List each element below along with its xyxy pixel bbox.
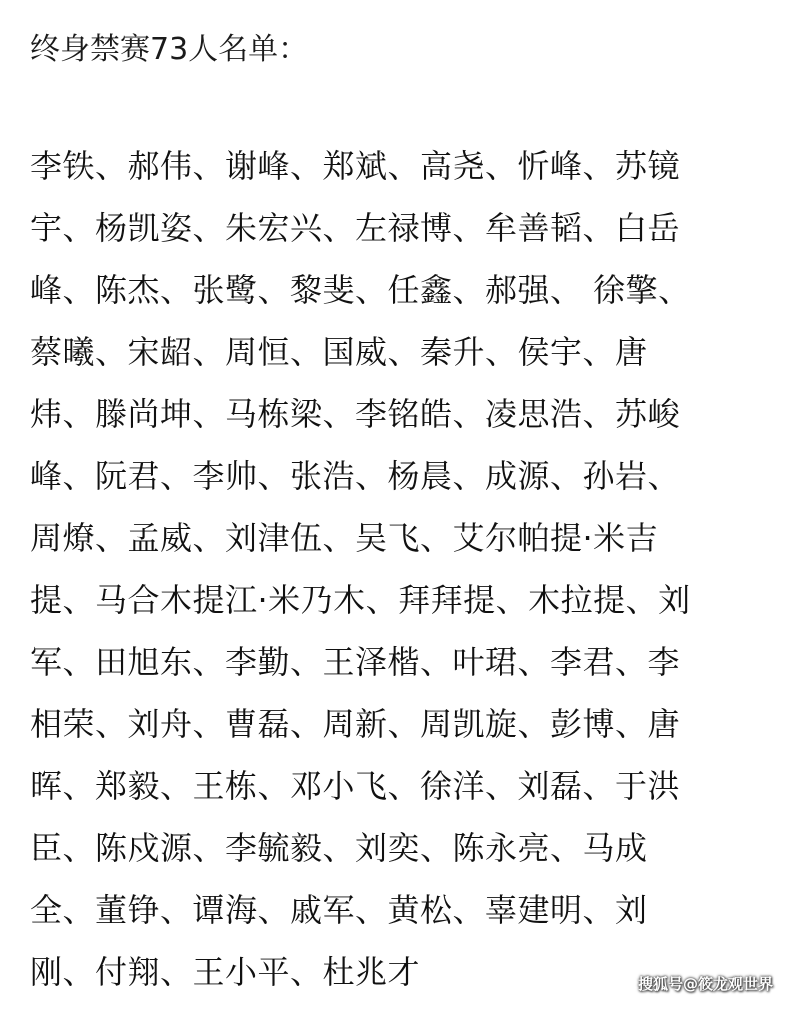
source-watermark: 搜狐号@筱龙观世界 (637, 975, 773, 993)
text-line: 宇、杨凯姿、朱宏兴、左禄博、牟善韬、白岳 (30, 209, 681, 247)
text-line: 蔡曦、宋龆、周恒、国威、秦升、侯宇、唐 (30, 333, 648, 371)
text-line: 刚、付翔、王小平、杜兆才 (30, 953, 421, 991)
text-line: 臣、陈戍源、李毓毅、刘奕、陈永亮、马成 (30, 829, 648, 867)
text-line: 峰、阮君、李帅、张浩、杨晨、成源、孙岩、 (30, 457, 681, 495)
text-line: 全、董铮、谭海、戚军、黄松、辜建明、刘 (30, 891, 648, 929)
text-line: 晖、郑毅、王栋、邓小飞、徐洋、刘磊、于洪 (30, 767, 681, 805)
document-title: 终身禁赛73人名单： (30, 32, 309, 67)
text-line: 相荣、刘舟、曹磊、周新、周凯旋、彭博、唐 (30, 705, 681, 743)
text-line: 峰、陈杰、张鹭、黎斐、任鑫、郝强、 徐擎、 (30, 271, 691, 309)
text-line: 李铁、郝伟、谢峰、郑斌、高尧、忻峰、苏镜 (30, 147, 681, 185)
text-line: 炜、滕尚坤、马栋梁、李铭皓、凌思浩、苏峻 (30, 395, 681, 433)
text-line: 周燎、孟威、刘津伍、吴飞、艾尔帕提·米吉 (30, 519, 659, 557)
text-line: 提、马合木提江·米乃木、拜拜提、木拉提、刘 (30, 581, 691, 619)
text-line: 军、田旭东、李勤、王泽楷、叶珺、李君、李 (30, 643, 681, 681)
name-list (30, 142, 770, 1010)
